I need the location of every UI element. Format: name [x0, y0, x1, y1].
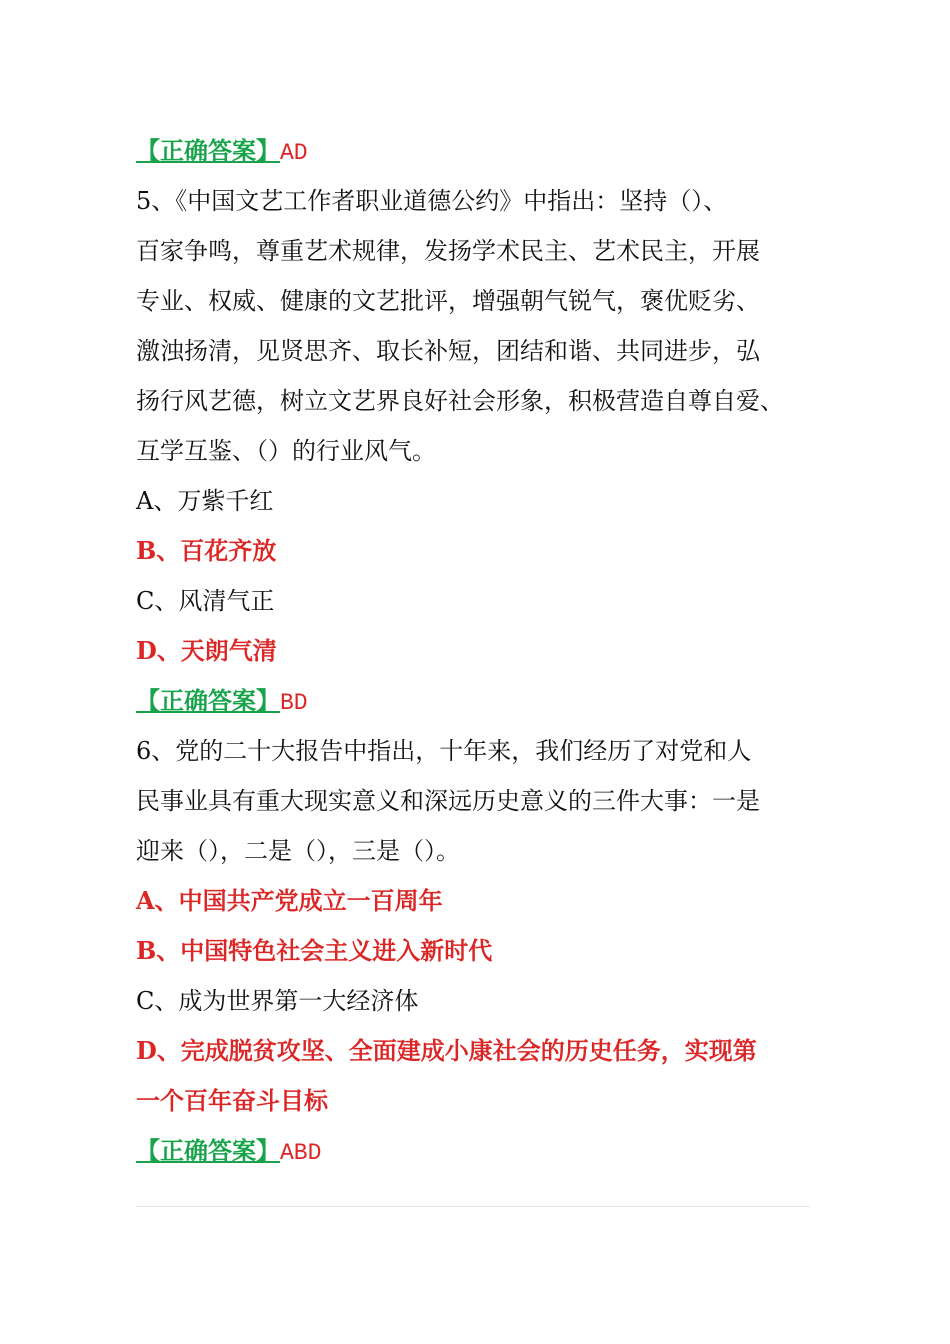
answer-line-question-5	[136, 676, 826, 726]
question-6-option-d: D、完成脱贫攻坚、全面建成小康社会的历史任务，实现第	[136, 1036, 757, 1065]
question-6-option-b: B、中国特色社会主义进入新时代	[136, 936, 493, 965]
question-6	[136, 726, 826, 1176]
answer-value: BD	[280, 690, 308, 716]
document-page	[136, 126, 826, 1176]
answer-value: ABD	[280, 1140, 322, 1166]
question-5-option-b: B、百花齐放	[136, 536, 277, 565]
answer-label: 【正确答案】	[136, 1136, 280, 1165]
answer-line-question-6	[136, 1126, 826, 1176]
question-5-line-5: 扬行风艺德，树立文艺界良好社会形象，积极营造自尊自爱、	[136, 387, 784, 415]
footer-divider	[136, 1206, 810, 1207]
answer-label: 【正确答案】	[136, 136, 280, 165]
question-5-line-4: 激浊扬清，见贤思齐、取长补短，团结和谐、共同进步，弘	[136, 337, 760, 365]
question-5-line-3: 专业、权威、健康的文艺批评，增强朝气锐气，褒优贬劣、	[136, 287, 760, 315]
question-6-option-a: A、中国共产党成立一百周年	[136, 886, 443, 915]
question-5	[136, 176, 826, 726]
question-6-option-c: C、成为世界第一大经济体	[136, 987, 419, 1015]
question-6-line-1: 6、党的二十大报告中指出，十年来，我们经历了对党和人	[136, 737, 752, 765]
question-5-line-6: 互学互鉴、（）的行业风气。	[136, 437, 436, 465]
question-6-line-2: 民事业具有重大现实意义和深远历史意义的三件大事：一是	[136, 787, 760, 815]
question-5-option-c: C、风清气正	[136, 587, 275, 615]
question-5-option-a: A、万紫千红	[136, 487, 274, 515]
question-6-option-d-continued: 一个百年奋斗目标	[136, 1086, 328, 1115]
question-5-option-d: D、天朗气清	[136, 636, 277, 665]
question-5-line-2: 百家争鸣，尊重艺术规律，发扬学术民主、艺术民主，开展	[136, 237, 760, 265]
answer-label: 【正确答案】	[136, 686, 280, 715]
question-6-line-3: 迎来（），二是（），三是（）。	[136, 837, 460, 865]
question-5-line-1: 5、《中国文艺工作者职业道德公约》中指出：坚持（）、	[136, 187, 728, 215]
answer-line-previous	[136, 126, 826, 176]
answer-value: AD	[280, 140, 308, 166]
